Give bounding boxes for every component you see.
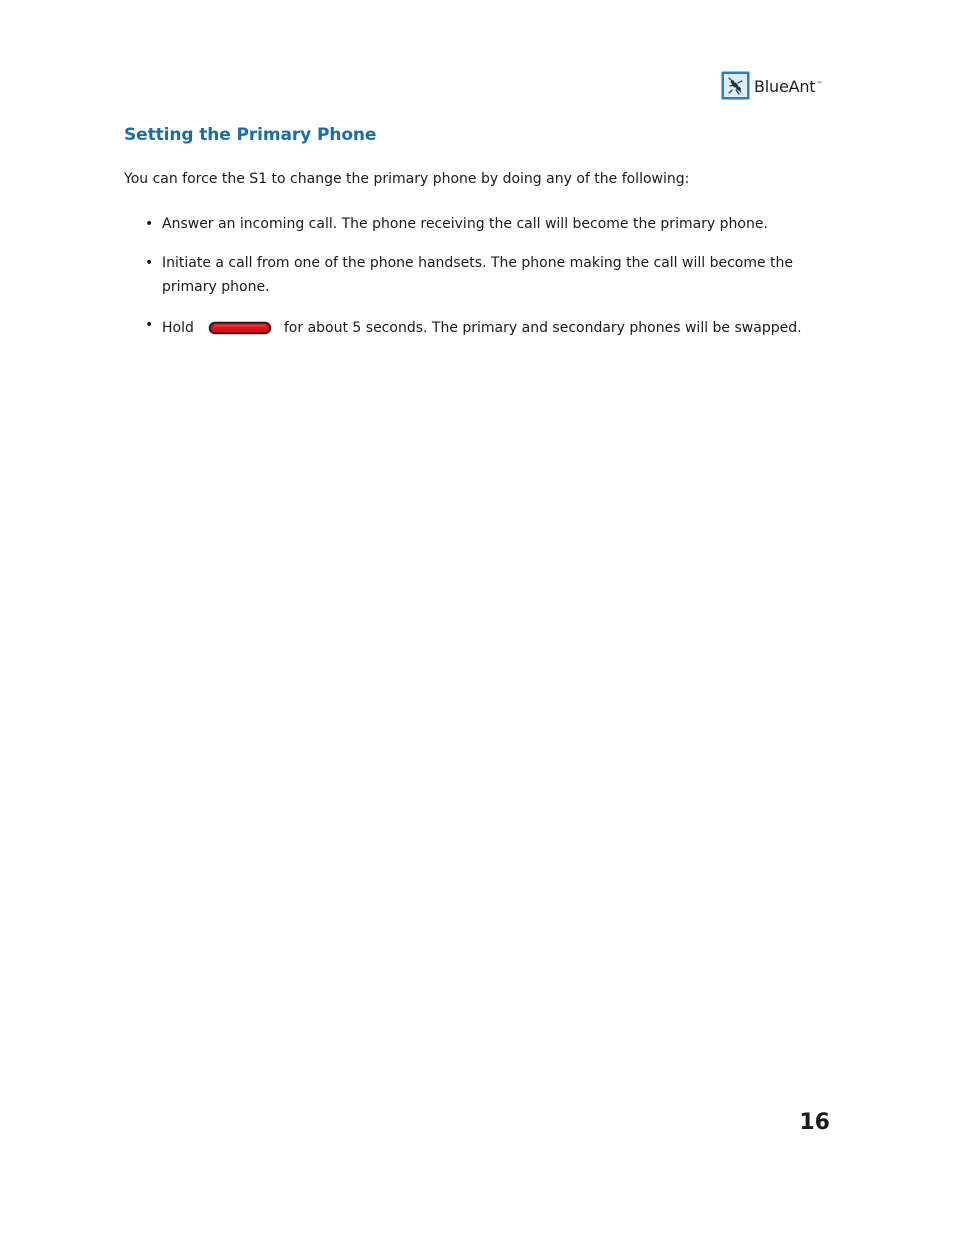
list-item xyxy=(145,212,845,236)
bullet-marker: • xyxy=(145,255,154,271)
list-item-text: Initiate a call from one of the phone handsets. The phone making the call will become the primary phone. xyxy=(162,255,794,295)
list-item-text: Answer an incoming call. The phone receiving the call will become the primary phone. xyxy=(162,216,768,232)
bullet-marker: • xyxy=(145,317,154,333)
hold-instruction xyxy=(162,316,845,340)
section-title: Setting the Primary Phone xyxy=(124,125,377,145)
end-call-key-icon xyxy=(208,321,272,335)
hold-label: Hold xyxy=(162,320,194,336)
hold-description: for about 5 seconds. The primary and secondary phones will be swapped. xyxy=(283,320,802,336)
brand-name: BlueAnt™ xyxy=(754,77,823,96)
intro-paragraph: You can force the S1 to change the primary phone by doing any of the following: xyxy=(124,171,690,187)
blueant-logo-icon xyxy=(721,71,750,100)
list-item xyxy=(145,316,845,340)
bullet-marker: • xyxy=(145,216,154,232)
brand-logo xyxy=(721,70,822,101)
page-number: 16 xyxy=(799,1110,830,1135)
list-item xyxy=(145,251,845,299)
